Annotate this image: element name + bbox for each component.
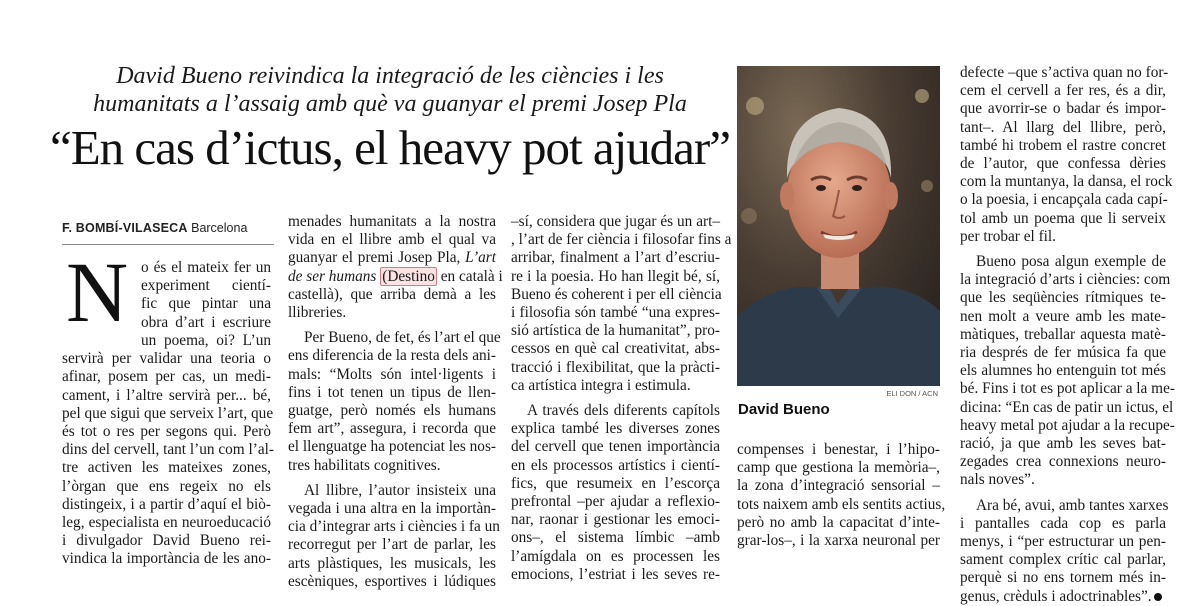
text-line: fics, que resumeix en l’escorça — [511, 474, 720, 492]
text-line: ria després de fer música fa que — [960, 344, 1166, 362]
text-line: leg, especialista en neuroeducació — [62, 514, 271, 532]
column-1-short — [141, 259, 271, 332]
text-line: com la muntanya, la dansa, el rock — [960, 173, 1173, 191]
text-line: nen molt a veure amb les mate- — [960, 307, 1166, 325]
text-line: Bueno posa algun exemple de — [976, 253, 1166, 271]
photo-credit: ELI DON / ACN — [886, 389, 938, 398]
column-5 — [960, 64, 1175, 606]
subheadline-line-1: David Bueno reivindica la integració de les ciències i les — [116, 63, 664, 89]
text-line: o la poesia, i encapçala cada capí- — [960, 191, 1168, 209]
text-line: pel que sigui que serveix l’art, que — [62, 404, 274, 422]
text-line: experiment cientí- — [141, 277, 271, 295]
text-line: que avorrir-se o badar és impor- — [960, 100, 1166, 118]
text-line: zegades crea connexions neuro- — [960, 453, 1166, 471]
text-line: cament, i l’altre servirà per... bé, — [62, 386, 271, 404]
byline — [62, 221, 292, 235]
text-line: bé. Fins i tot es pot aplicar a la me- — [960, 380, 1175, 398]
end-mark-icon — [1154, 593, 1162, 601]
text-line: i divulgador David Bueno rei- — [62, 532, 271, 550]
text-line: escèniques, esportives i lúdiques — [288, 572, 496, 590]
text-line: tracció i flexibilitat, que la pràcti- — [511, 358, 720, 376]
text-line: Bueno és coherent i per ell ciència — [511, 285, 722, 303]
text-line: menades humanitats a la nostra — [288, 213, 496, 230]
text-line: tots naixem amb els sentits actius, — [737, 495, 946, 513]
text-line: o és el mateix fer un — [141, 259, 271, 276]
book-title-cont: de ser humans — [288, 267, 377, 285]
text-line: per trobar el fil. — [960, 227, 1056, 245]
text-line: l’amígdala on es processen les — [511, 547, 720, 565]
text-line: dicina: “En cas de patir un ictus, el — [960, 398, 1174, 416]
text-line: recorregut per l’art de parlar, les — [288, 536, 496, 554]
text-line: tol amb un poema que li serveix — [960, 209, 1166, 227]
text-line: tre activen les mateixes zones, — [62, 459, 271, 477]
text-line: l’òrgan que ens regeix no els — [62, 477, 271, 495]
text-line: A través dels diferents capítols — [527, 402, 720, 420]
byline-place: Barcelona — [191, 221, 248, 235]
text-line: màtiques, treballar aquesta matè- — [960, 325, 1166, 343]
text-line — [288, 267, 503, 286]
text-line: ració, ja que amb les seves bat- — [960, 435, 1166, 453]
text-line: explica també les diverses zones — [511, 420, 720, 438]
text-line: ens diferencia de la resta dels ani- — [288, 347, 496, 365]
text-line: mals: “Molts són intel·ligents i — [288, 365, 496, 383]
text-line: nals noves”. — [960, 471, 1035, 489]
text-line: un poema, oi? L’un — [141, 332, 271, 349]
text-line: re i la poesia. Ho han llegit bé, sí, — [511, 267, 720, 285]
book-title: L’art — [465, 249, 496, 267]
text-line — [288, 249, 496, 267]
text-line: el llenguatge ha potenciat les nos- — [288, 438, 496, 456]
portrait-illustration — [737, 66, 940, 386]
text-line: vida en el llibre amb el qual va — [288, 231, 496, 249]
text-line: cem el cervell a fer res, és a dir, — [960, 82, 1166, 100]
text-line: arts plàstiques, les musicals, les — [288, 554, 496, 572]
text-line: els alumnes ho entenguin tot més — [960, 362, 1166, 380]
text-line: però no amb la capacitat d’inte- — [737, 513, 940, 531]
text-line: guatge, però només els humans — [288, 402, 496, 420]
text-line: heavy metal pot ajudar a la recupe- — [960, 416, 1175, 434]
text-line: sió artística de la humanitat”, pro- — [511, 322, 720, 340]
photo-caption: David Bueno — [738, 401, 830, 418]
text-line: defecte –que s’activa quan no for- — [960, 64, 1169, 81]
text-line: ca artística integra i estimula. — [511, 376, 691, 394]
text-line: també hi trobem el rastre concret — [960, 136, 1166, 154]
text-line: distingeix, i a partir d’aquí el biò- — [62, 495, 271, 513]
column-4 — [737, 441, 946, 550]
column-3 — [511, 213, 732, 584]
text-line: dins del cervell, tant l’un com l’al- — [62, 441, 274, 459]
text-line: fem art”, assegura, i recorda que — [288, 420, 496, 438]
text-line: , l’art de fer ciència i filosofar fins a — [511, 231, 732, 249]
headline: “En cas d’ictus, el heavy pot ajudar” — [49, 120, 730, 175]
text-line: perquè si no ens tornem més in- — [960, 569, 1166, 587]
highlighted-publisher: (Destino — [382, 267, 435, 285]
text-fragment: en català i — [440, 267, 503, 285]
text-line: obra d’art i escriure — [141, 313, 271, 331]
text-line: Ara bé, avui, amb tantes xarxes — [976, 496, 1169, 514]
text-line: fins i tot tenen un tipus de llen- — [288, 383, 496, 401]
text-line: Per Bueno, de fet, és l’art el que — [304, 329, 501, 347]
text-line: afinar, posem per cas, un medi- — [62, 368, 271, 386]
text-line: cia d’integrar arts i ciències i fa un — [288, 518, 500, 536]
text-line: ons–, el sistema límbic –amb — [511, 529, 720, 547]
subheadline — [60, 62, 720, 118]
text-line — [960, 588, 1166, 606]
text-fragment: genus, crèduls i adoctrinables”. — [960, 587, 1152, 605]
text-line: la zona d’integració sensorial – — [737, 477, 940, 495]
text-line: que les seqüències rítmiques te- — [960, 289, 1166, 307]
text-line: Al llibre, l’autor insisteix una — [304, 481, 496, 499]
subheadline-line-2: humanitats a l’assaig amb què va guanyar el premi Josep Pla — [93, 91, 687, 117]
text-line: sament complex crític cal parlar, — [960, 551, 1166, 569]
text-line: la integració d’arts i ciències: com — [960, 271, 1171, 289]
column-2 — [288, 213, 503, 591]
text-line: prefrontal –per ajudar a reflexio- — [511, 493, 720, 511]
text-line: cessos en què cal creativitat, abs- — [511, 340, 720, 358]
author-photo — [737, 66, 940, 386]
text-fragment: guanyar el premi Josep Pla, — [288, 249, 461, 267]
text-line: en els processos artístics i cientí- — [511, 456, 720, 474]
text-line: i filosofia són també “una expres- — [511, 304, 720, 322]
text-line: emocions, l’estriat i les seves re- — [511, 565, 720, 583]
text-line: llibreries. — [288, 304, 347, 322]
text-line: servirà per validar una teoria o — [62, 350, 271, 368]
text-line: tant–. Al llarg del llibre, però, — [960, 118, 1166, 136]
text-line: tres habilitats cognitives. — [288, 456, 441, 474]
text-line: arribar, finalment a l’art d’escriu- — [511, 249, 720, 267]
drop-cap: N — [66, 244, 129, 340]
text-line: de l’autor, que confessa dèries — [960, 155, 1166, 173]
text-line: –sí, considera que jugar és un art– — [511, 213, 720, 230]
text-line: menys, i “per estructurar un pen- — [960, 533, 1166, 551]
text-line: camp que gestiona la memòria–, — [737, 459, 940, 477]
text-line: fic que pintar una — [141, 295, 271, 313]
text-line: i pantalles cada cop es parla — [960, 514, 1166, 532]
text-line: nar, raonar i gestionar les emoci- — [511, 511, 720, 529]
text-line: del cervell que tenen importància — [511, 438, 720, 456]
text-line: vindica la importància de les ano- — [62, 550, 271, 568]
text-line: castellà), que arriba demà a les — [288, 285, 496, 303]
text-line: compenses i benestar, i l’hipo- — [737, 441, 940, 458]
byline-author: F. BOMBÍ-VILASECA — [62, 221, 188, 235]
text-line: vegada i una altra en la importàn- — [288, 500, 496, 518]
text-line: grar-los–, i la xarxa neuronal per — [737, 532, 940, 550]
text-line: és tot o res per segons qui. Però — [62, 423, 271, 441]
column-1 — [62, 332, 274, 569]
